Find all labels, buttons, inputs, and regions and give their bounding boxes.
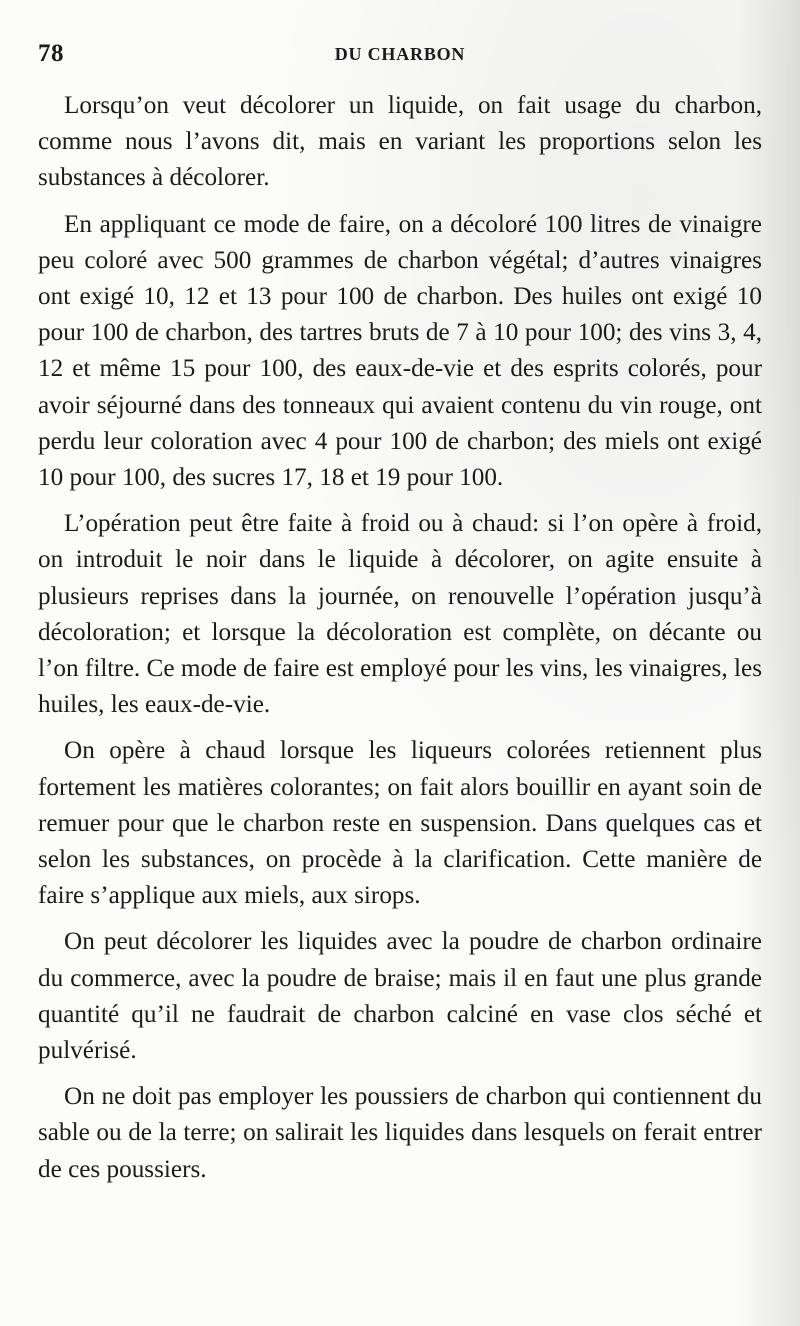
- page-number: 78: [38, 40, 64, 67]
- paragraph-5: On peut décolorer les liquides avec la poudre de charbon ordinaire du commerce, avec la poudre de braise; mais il en faut une plus grande quantité qu’il ne faudrait de charbon calciné en vase clos séché et pulvérisé.: [38, 928, 762, 1065]
- running-head: DU CHARBON: [334, 44, 466, 64]
- paragraph-2: En appliquant ce mode de faire, on a décoloré 100 litres de vinaigre peu coloré avec 500 grammes de charbon végétal; d’autres vinaigres ont exigé 10, 12 et 13 pour 100 de charbon. Des huiles ont exigé 10 pour 100 de charbon, des tartres bruts de 7 à 10 pour 100; des vins 3, 4, 12 et même 15 pour 100, des eaux-de-vie et des esprits colorés, pour avoir séjourné dans des tonneaux qui avaient contenu du vin rouge, ont perdu leur coloration avec 4 pour 100 de charbon; des miels ont exigé 10 pour 100, des sucres 17, 18 et 19 pour 100.: [38, 210, 762, 492]
- paragraph-4: On opère à chaud lorsque les liqueurs colorées retiennent plus fortement les matières colorantes; on fait alors bouillir en ayant soin de remuer pour que le charbon reste en suspension. Dans quelques cas et selon les substances, on procède à la clarification. Cette manière de faire s’applique aux miels, aux sirops.: [38, 737, 762, 910]
- body-text: [38, 88, 762, 1188]
- paragraph-1: Lorsqu’on veut décolorer un liquide, on fait usage du charbon, comme nous l’avons dit, mais en variant les proportions selon les substances à décolorer.: [38, 92, 762, 192]
- paragraph-3: L’opération peut être faite à froid ou à chaud: si l’on opère à froid, on introduit le noir dans le liquide à décolorer, on agite ensuite à plusieurs reprises dans la journée, on renouvelle l’opération jusqu’à décoloration; et lorsque la décoloration est complète, on décante ou l’on filtre. Ce mode de faire est employé pour les vins, les vinaigres, les huiles, les eaux-de-vie.: [38, 510, 762, 719]
- paragraph-6: On ne doit pas employer les poussiers de charbon qui contiennent du sable ou de la terre; on salirait les liquides dans lesquels on ferait entrer de ces poussiers.: [38, 1083, 762, 1183]
- page-header: [38, 40, 762, 80]
